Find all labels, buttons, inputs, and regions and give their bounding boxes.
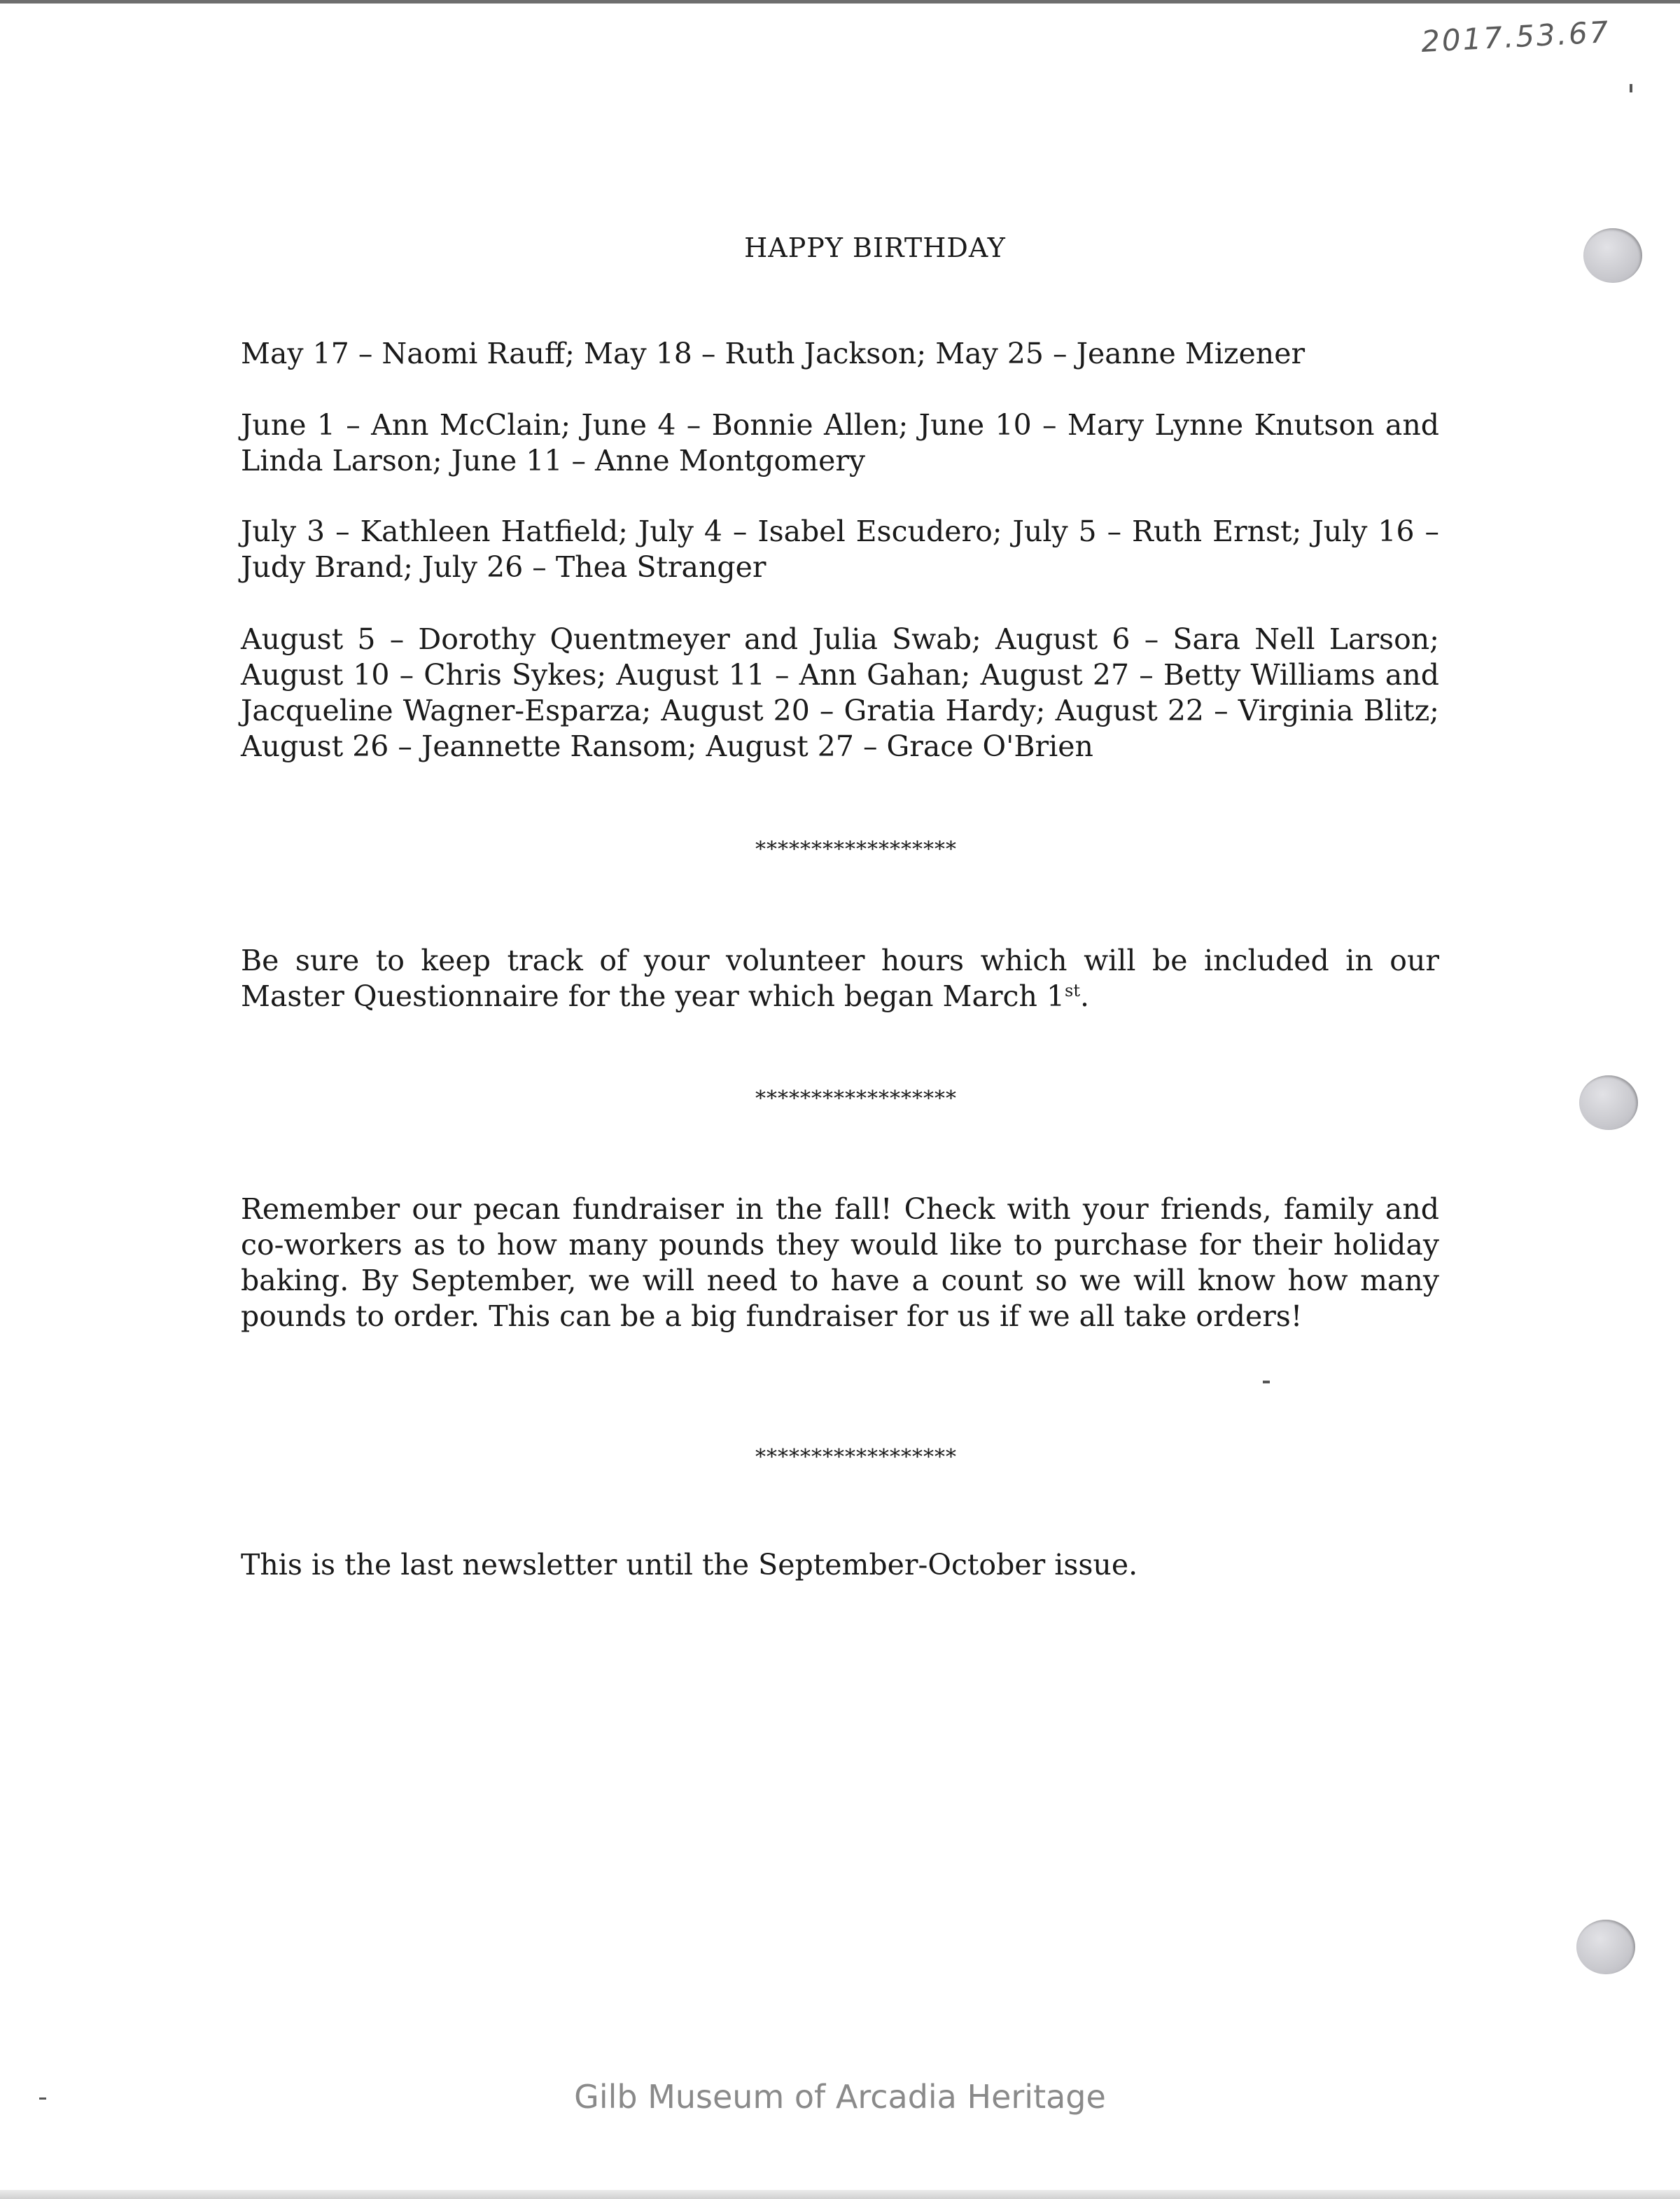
volunteer-hours-text: Be sure to keep track of your volunteer hours which will be included in our Master Questionnaire for the year which began March 1: [241, 944, 1439, 1013]
birthdays-july: July 3 – Kathleen Hatfield; July 4 – Isabel Escudero; July 5 – Ruth Ernst; July 16 – Judy Brand; July 26 – Thea Stranger: [241, 515, 1439, 584]
separator: ******************: [755, 837, 957, 862]
page-title: HAPPY BIRTHDAY: [744, 232, 1006, 263]
scan-speck: [1630, 84, 1632, 92]
scan-edge-top: [0, 0, 1680, 4]
ordinal-suffix: st: [1065, 981, 1080, 1000]
separator: ******************: [755, 1087, 957, 1111]
volunteer-hours-end: .: [1080, 979, 1090, 1013]
footer-watermark: Gilb Museum of Arcadia Heritage: [574, 2078, 1106, 2116]
binder-hole-bottom: [1576, 1920, 1635, 1974]
closing-note: This is the last newsletter until the September-October issue.: [241, 1548, 1138, 1582]
birthdays-august: August 5 – Dorothy Quentmeyer and Julia Swab; August 6 – Sara Nell Larson; August 10 – Chris Sykes; August 11 – Ann Gahan; August 27 – Betty Williams and Jacqueline Wagner-Esparza; August 20 – Gratia Hardy; August 22 – Virginia Blitz; August 26 – Jeannette Ransom; August 27 – Grace O'Brien: [241, 622, 1439, 763]
scan-edge-bottom: [0, 2190, 1680, 2199]
pecan-fundraiser-note: Remember our pecan fundraiser in the fall! Check with your friends, family and co-workers as to how many pounds they would like to purchase for their holiday baking. By September, we will need to have a count so we will know how many pounds to order. This can be a big fundraiser for us if we all take orders!: [241, 1192, 1439, 1333]
volunteer-hours-note: [241, 943, 1439, 1014]
separator: ******************: [755, 1445, 957, 1470]
scan-speck: [1263, 1381, 1270, 1383]
birthdays-june: June 1 – Ann McClain; June 4 – Bonnie Allen; June 10 – Mary Lynne Knutson and Linda Larson; June 11 – Anne Montgomery: [241, 408, 1439, 477]
birthdays-may: May 17 – Naomi Rauff; May 18 – Ruth Jackson; May 25 – Jeanne Mizener: [241, 337, 1306, 370]
accession-number: 2017.53.67: [1420, 14, 1611, 60]
